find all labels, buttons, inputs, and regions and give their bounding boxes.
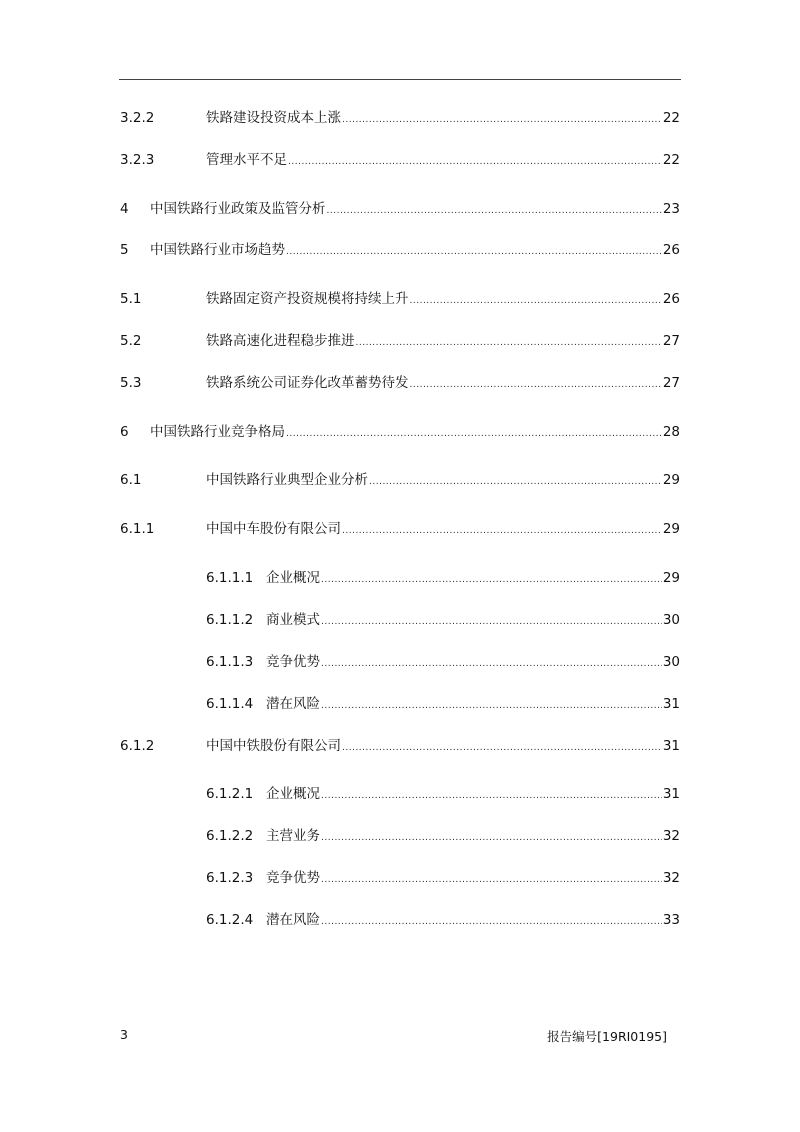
toc-entry-title: 中国铁路行业市场趋势 bbox=[150, 242, 285, 258]
toc-entry-number: 6.1.2.2 bbox=[206, 828, 254, 844]
toc-entry-number: 6.1.1 bbox=[120, 521, 155, 537]
toc-entry-page: 22 bbox=[662, 152, 680, 168]
toc-entry-page: 31 bbox=[662, 696, 680, 712]
toc-entry-title: 主营业务 bbox=[266, 828, 320, 844]
toc-entry-title: 铁路建设投资成本上涨 bbox=[206, 110, 341, 126]
toc-entry-page: 31 bbox=[662, 738, 680, 754]
toc-entry[interactable] bbox=[120, 199, 680, 219]
toc-leader-dots bbox=[327, 201, 662, 221]
toc-entry-title: 中国铁路行业政策及监管分析 bbox=[150, 201, 326, 217]
toc-leader-dots bbox=[410, 291, 662, 311]
toc-leader-dots bbox=[321, 696, 662, 716]
toc-entry[interactable] bbox=[120, 470, 680, 490]
toc-entry[interactable] bbox=[120, 289, 680, 309]
toc-entry-page: 23 bbox=[662, 201, 680, 217]
toc-entry-page: 29 bbox=[662, 472, 680, 488]
toc-entry-page: 30 bbox=[662, 654, 680, 670]
header-rule bbox=[119, 79, 681, 80]
toc-leader-dots bbox=[321, 828, 662, 848]
toc-leader-dots bbox=[342, 110, 662, 130]
toc-entry-number: 6.1.2.4 bbox=[206, 912, 254, 928]
toc-entry[interactable] bbox=[120, 519, 680, 539]
toc-entry-page: 33 bbox=[662, 912, 680, 928]
toc-leader-dots bbox=[342, 738, 662, 758]
toc-leader-dots bbox=[369, 472, 662, 492]
toc-leader-dots bbox=[286, 242, 662, 262]
toc-entry-number: 5.2 bbox=[120, 333, 142, 349]
toc-entry-page: 26 bbox=[662, 242, 680, 258]
toc-entry[interactable] bbox=[120, 240, 680, 260]
toc-entry-title: 商业模式 bbox=[266, 612, 320, 628]
toc-entry-title: 中国铁路行业竞争格局 bbox=[150, 424, 285, 440]
toc-entry[interactable] bbox=[120, 331, 680, 351]
toc-entry-title: 潜在风险 bbox=[266, 912, 320, 928]
toc-entry-title: 铁路系统公司证券化改革蓄势待发 bbox=[206, 375, 409, 391]
toc-entry-title: 潜在风险 bbox=[266, 696, 320, 712]
toc-entry-page: 26 bbox=[662, 291, 680, 307]
footer-page-number: 3 bbox=[120, 1027, 128, 1042]
toc-entry-title: 中国铁路行业典型企业分析 bbox=[206, 472, 368, 488]
toc-entry-title: 竞争优势 bbox=[266, 870, 320, 886]
toc-entry[interactable] bbox=[120, 108, 680, 128]
toc-leader-dots bbox=[321, 612, 662, 632]
toc-entry[interactable] bbox=[206, 652, 680, 672]
toc-entry-page: 29 bbox=[662, 521, 680, 537]
toc-entry[interactable] bbox=[206, 694, 680, 714]
toc-entry-number: 6.1.1.1 bbox=[206, 570, 254, 586]
toc-entry[interactable] bbox=[206, 868, 680, 888]
toc-entry-number: 6.1 bbox=[120, 472, 142, 488]
toc-leader-dots bbox=[321, 912, 662, 932]
toc-entry-page: 27 bbox=[662, 375, 680, 391]
toc-entry-number: 6.1.1.4 bbox=[206, 696, 254, 712]
toc-entry-title: 铁路固定资产投资规模将持续上升 bbox=[206, 291, 409, 307]
toc-leader-dots bbox=[356, 333, 662, 353]
toc-entry[interactable] bbox=[206, 568, 680, 588]
toc-entry-title: 铁路高速化进程稳步推进 bbox=[206, 333, 355, 349]
toc-entry-page: 22 bbox=[662, 110, 680, 126]
toc-entry-page: 32 bbox=[662, 870, 680, 886]
toc-entry-page: 28 bbox=[662, 424, 680, 440]
toc-leader-dots bbox=[321, 654, 662, 674]
toc-entry-number: 6.1.2 bbox=[120, 738, 155, 754]
toc-entry-page: 32 bbox=[662, 828, 680, 844]
toc-entry-page: 30 bbox=[662, 612, 680, 628]
toc-entry-number: 4 bbox=[120, 201, 129, 217]
toc-entry-title: 企业概况 bbox=[266, 570, 320, 586]
footer-report-code: 报告编号[19RI0195] bbox=[547, 1029, 667, 1044]
toc-entry[interactable] bbox=[206, 610, 680, 630]
toc-entry-page: 31 bbox=[662, 786, 680, 802]
toc-entry-number: 6.1.2.1 bbox=[206, 786, 254, 802]
toc-entry-number: 5.1 bbox=[120, 291, 142, 307]
toc-entry-number: 6 bbox=[120, 424, 129, 440]
toc-leader-dots bbox=[410, 375, 662, 395]
toc-entry-number: 6.1.1.3 bbox=[206, 654, 254, 670]
toc-leader-dots bbox=[342, 521, 662, 541]
toc-entry-number: 3.2.3 bbox=[120, 152, 155, 168]
toc-entry[interactable] bbox=[120, 373, 680, 393]
toc-entry-title: 竞争优势 bbox=[266, 654, 320, 670]
toc-entry[interactable] bbox=[206, 784, 680, 804]
toc-entry-page: 27 bbox=[662, 333, 680, 349]
toc-entry[interactable] bbox=[120, 422, 680, 442]
toc-entry[interactable] bbox=[206, 910, 680, 930]
toc-leader-dots bbox=[321, 570, 662, 590]
toc-entry-number: 3.2.2 bbox=[120, 110, 155, 126]
toc-entry-number: 6.1.2.3 bbox=[206, 870, 254, 886]
toc-entry[interactable] bbox=[120, 150, 680, 170]
toc-entry-title: 中国中车股份有限公司 bbox=[206, 521, 341, 537]
toc-entry-page: 29 bbox=[662, 570, 680, 586]
toc-entry[interactable] bbox=[206, 826, 680, 846]
toc-entry-title: 管理水平不足 bbox=[206, 152, 287, 168]
toc-leader-dots bbox=[288, 152, 662, 172]
toc-leader-dots bbox=[286, 424, 662, 444]
toc-entry-number: 6.1.1.2 bbox=[206, 612, 254, 628]
toc-entry-number: 5 bbox=[120, 242, 129, 258]
toc-entry[interactable] bbox=[120, 736, 680, 756]
toc-leader-dots bbox=[321, 870, 662, 890]
toc-leader-dots bbox=[321, 786, 662, 806]
toc-entry-title: 中国中铁股份有限公司 bbox=[206, 738, 341, 754]
toc-entry-title: 企业概况 bbox=[266, 786, 320, 802]
toc-entry-number: 5.3 bbox=[120, 375, 142, 391]
